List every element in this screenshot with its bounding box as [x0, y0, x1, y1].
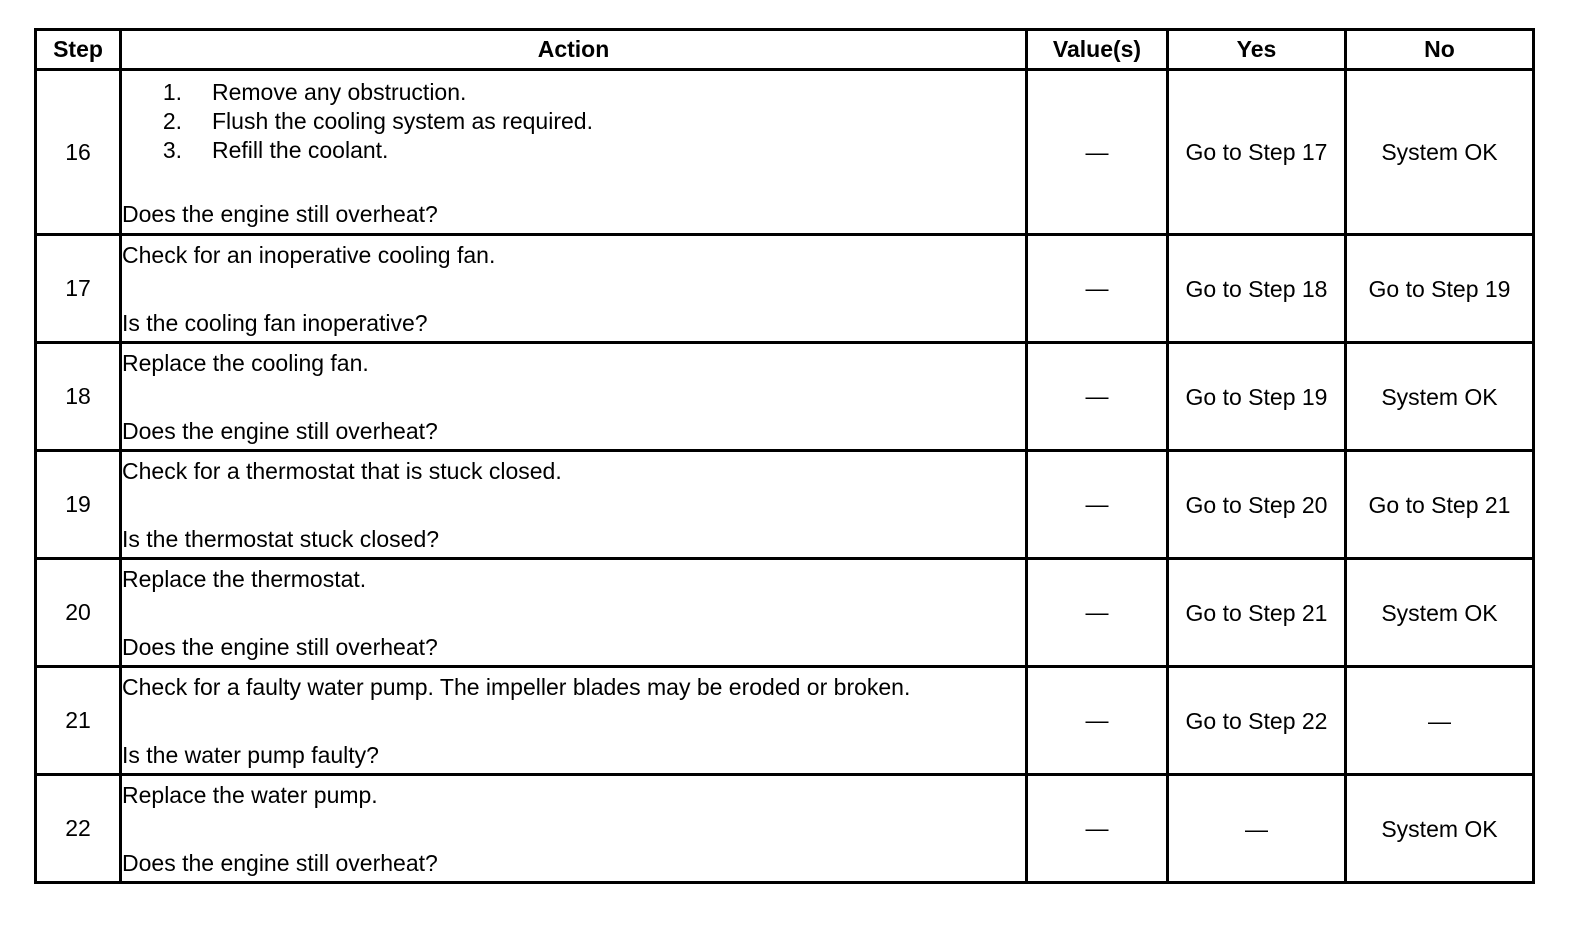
action-question: Does the engine still overheat?	[122, 201, 438, 227]
no-cell: System OK	[1346, 775, 1534, 883]
yes-cell: Go to Step 21	[1168, 559, 1346, 667]
no-cell: Go to Step 21	[1346, 451, 1534, 559]
header-row	[36, 30, 1534, 70]
list-item: 3. Refill the coolant.	[162, 137, 389, 163]
action-question: Does the engine still overheat?	[122, 633, 438, 660]
action-question: Does the engine still overheat?	[122, 417, 438, 444]
table-row	[36, 451, 1534, 559]
header-step: Step	[36, 30, 121, 70]
header-values: Value(s)	[1027, 30, 1168, 70]
table-row	[36, 70, 1534, 235]
list-item: 1. Remove any obstruction.	[162, 79, 467, 105]
table-row	[36, 559, 1534, 667]
value-cell: —	[1027, 451, 1168, 559]
yes-cell: Go to Step 17	[1168, 70, 1346, 235]
step-number: 21	[36, 667, 121, 775]
table-row	[36, 667, 1534, 775]
action-instruction: Replace the water pump.	[122, 781, 378, 808]
action-list	[122, 78, 1025, 165]
action-cell	[121, 775, 1027, 883]
action-instruction: Check for an inoperative cooling fan.	[122, 241, 496, 268]
value-cell: —	[1027, 667, 1168, 775]
no-cell: System OK	[1346, 343, 1534, 451]
yes-cell: —	[1168, 775, 1346, 883]
table-row	[36, 343, 1534, 451]
step-number: 18	[36, 343, 121, 451]
action-cell	[121, 70, 1027, 235]
step-number: 22	[36, 775, 121, 883]
yes-cell: Go to Step 19	[1168, 343, 1346, 451]
action-cell	[121, 667, 1027, 775]
action-question: Is the cooling fan inoperative?	[122, 309, 428, 336]
table-row	[36, 235, 1534, 343]
no-cell: System OK	[1346, 559, 1534, 667]
value-cell: —	[1027, 70, 1168, 235]
action-instruction: Replace the cooling fan.	[122, 349, 369, 376]
no-cell: System OK	[1346, 70, 1534, 235]
header-no: No	[1346, 30, 1534, 70]
action-question: Does the engine still overheat?	[122, 849, 438, 876]
step-number: 17	[36, 235, 121, 343]
yes-cell: Go to Step 20	[1168, 451, 1346, 559]
action-cell	[121, 559, 1027, 667]
yes-cell: Go to Step 18	[1168, 235, 1346, 343]
action-cell	[121, 451, 1027, 559]
diagnostic-table	[34, 28, 1535, 884]
header-yes: Yes	[1168, 30, 1346, 70]
action-instruction: Check for a faulty water pump. The impeller blades may be eroded or broken.	[122, 673, 911, 700]
action-cell	[121, 343, 1027, 451]
action-instruction: Replace the thermostat.	[122, 565, 367, 592]
action-cell	[121, 235, 1027, 343]
yes-cell: Go to Step 22	[1168, 667, 1346, 775]
value-cell: —	[1027, 559, 1168, 667]
no-cell: Go to Step 19	[1346, 235, 1534, 343]
step-number: 16	[36, 70, 121, 235]
step-number: 19	[36, 451, 121, 559]
header-action: Action	[121, 30, 1027, 70]
list-item: 2. Flush the cooling system as required.	[162, 108, 593, 134]
action-question: Is the thermostat stuck closed?	[122, 525, 440, 552]
value-cell: —	[1027, 235, 1168, 343]
table-row	[36, 775, 1534, 883]
no-cell: —	[1346, 667, 1534, 775]
value-cell: —	[1027, 775, 1168, 883]
action-question: Is the water pump faulty?	[122, 741, 379, 768]
step-number: 20	[36, 559, 121, 667]
value-cell: —	[1027, 343, 1168, 451]
action-instruction: Check for a thermostat that is stuck closed.	[122, 457, 562, 484]
